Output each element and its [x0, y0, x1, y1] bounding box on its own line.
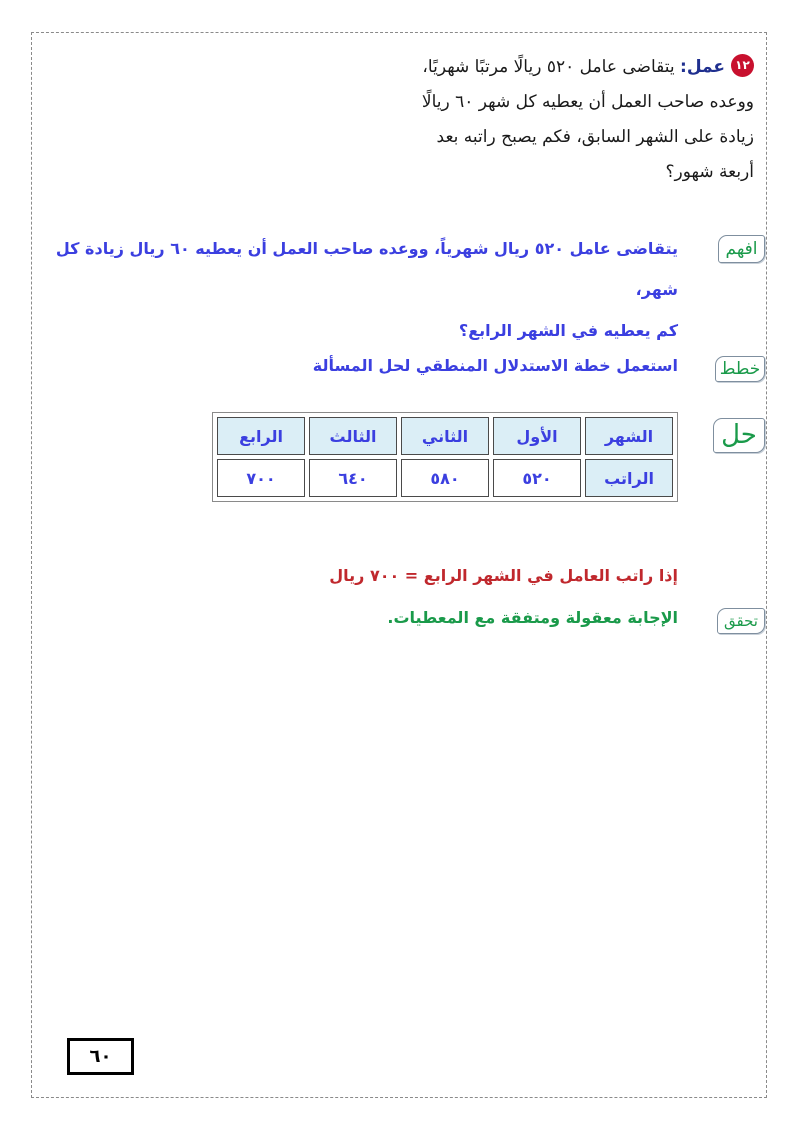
- problem-line-4: أربعة شهور؟: [665, 162, 754, 182]
- problem-number-badge: ١٢: [731, 54, 754, 77]
- table-header-cell: الأول: [493, 417, 581, 455]
- table-row: [217, 459, 673, 497]
- result-statement: إذا راتب العامل في الشهر الرابع = ٧٠٠ ريال: [329, 566, 678, 585]
- plan-tab: خطط: [715, 356, 765, 382]
- table-cell: ٧٠٠: [217, 459, 305, 497]
- understand-line-2: شهر،: [635, 280, 678, 299]
- understand-line-3: كم يعطيه في الشهر الرابع؟: [458, 321, 678, 340]
- table-row-label: الراتب: [585, 459, 673, 497]
- problem-line-1: يتقاضى عامل ٥٢٠ ريالًا مرتبًا شهريًا،: [422, 57, 675, 77]
- table-cell: ٥٢٠: [493, 459, 581, 497]
- table-header-row: [217, 417, 673, 455]
- table-header-cell: الثاني: [401, 417, 489, 455]
- salary-table: [212, 412, 678, 502]
- page-number: ٦٠: [67, 1038, 134, 1075]
- table-header-cell: الشهر: [585, 417, 673, 455]
- problem-title: عمل:: [680, 57, 725, 77]
- page-frame: [31, 32, 767, 1098]
- solve-tab: حل: [713, 418, 765, 453]
- understand-tab: افهم: [718, 235, 765, 263]
- table-cell: ٦٤٠: [309, 459, 397, 497]
- understand-text: [38, 228, 678, 351]
- table-cell: ٥٨٠: [401, 459, 489, 497]
- problem-line-3: زيادة على الشهر السابق، فكم يصبح راتبه بعد: [436, 127, 754, 147]
- check-text: الإجابة معقولة ومتفقة مع المعطيات.: [387, 608, 678, 627]
- problem-line-2: ووعده صاحب العمل أن يعطيه كل شهر ٦٠ ريالًا: [421, 92, 754, 112]
- check-tab: تحقق: [717, 608, 765, 634]
- table-header-cell: الرابع: [217, 417, 305, 455]
- problem-first-line: [314, 50, 754, 85]
- plan-text: استعمل خطة الاستدلال المنطقي لحل المسألة: [312, 356, 678, 375]
- table-header-cell: الثالث: [309, 417, 397, 455]
- problem-statement: [314, 50, 754, 190]
- understand-line-1: يتقاضى عامل ٥٢٠ ريال شهرياً، ووعده صاحب العمل أن يعطيه ٦٠ ريال زيادة كل: [55, 239, 678, 258]
